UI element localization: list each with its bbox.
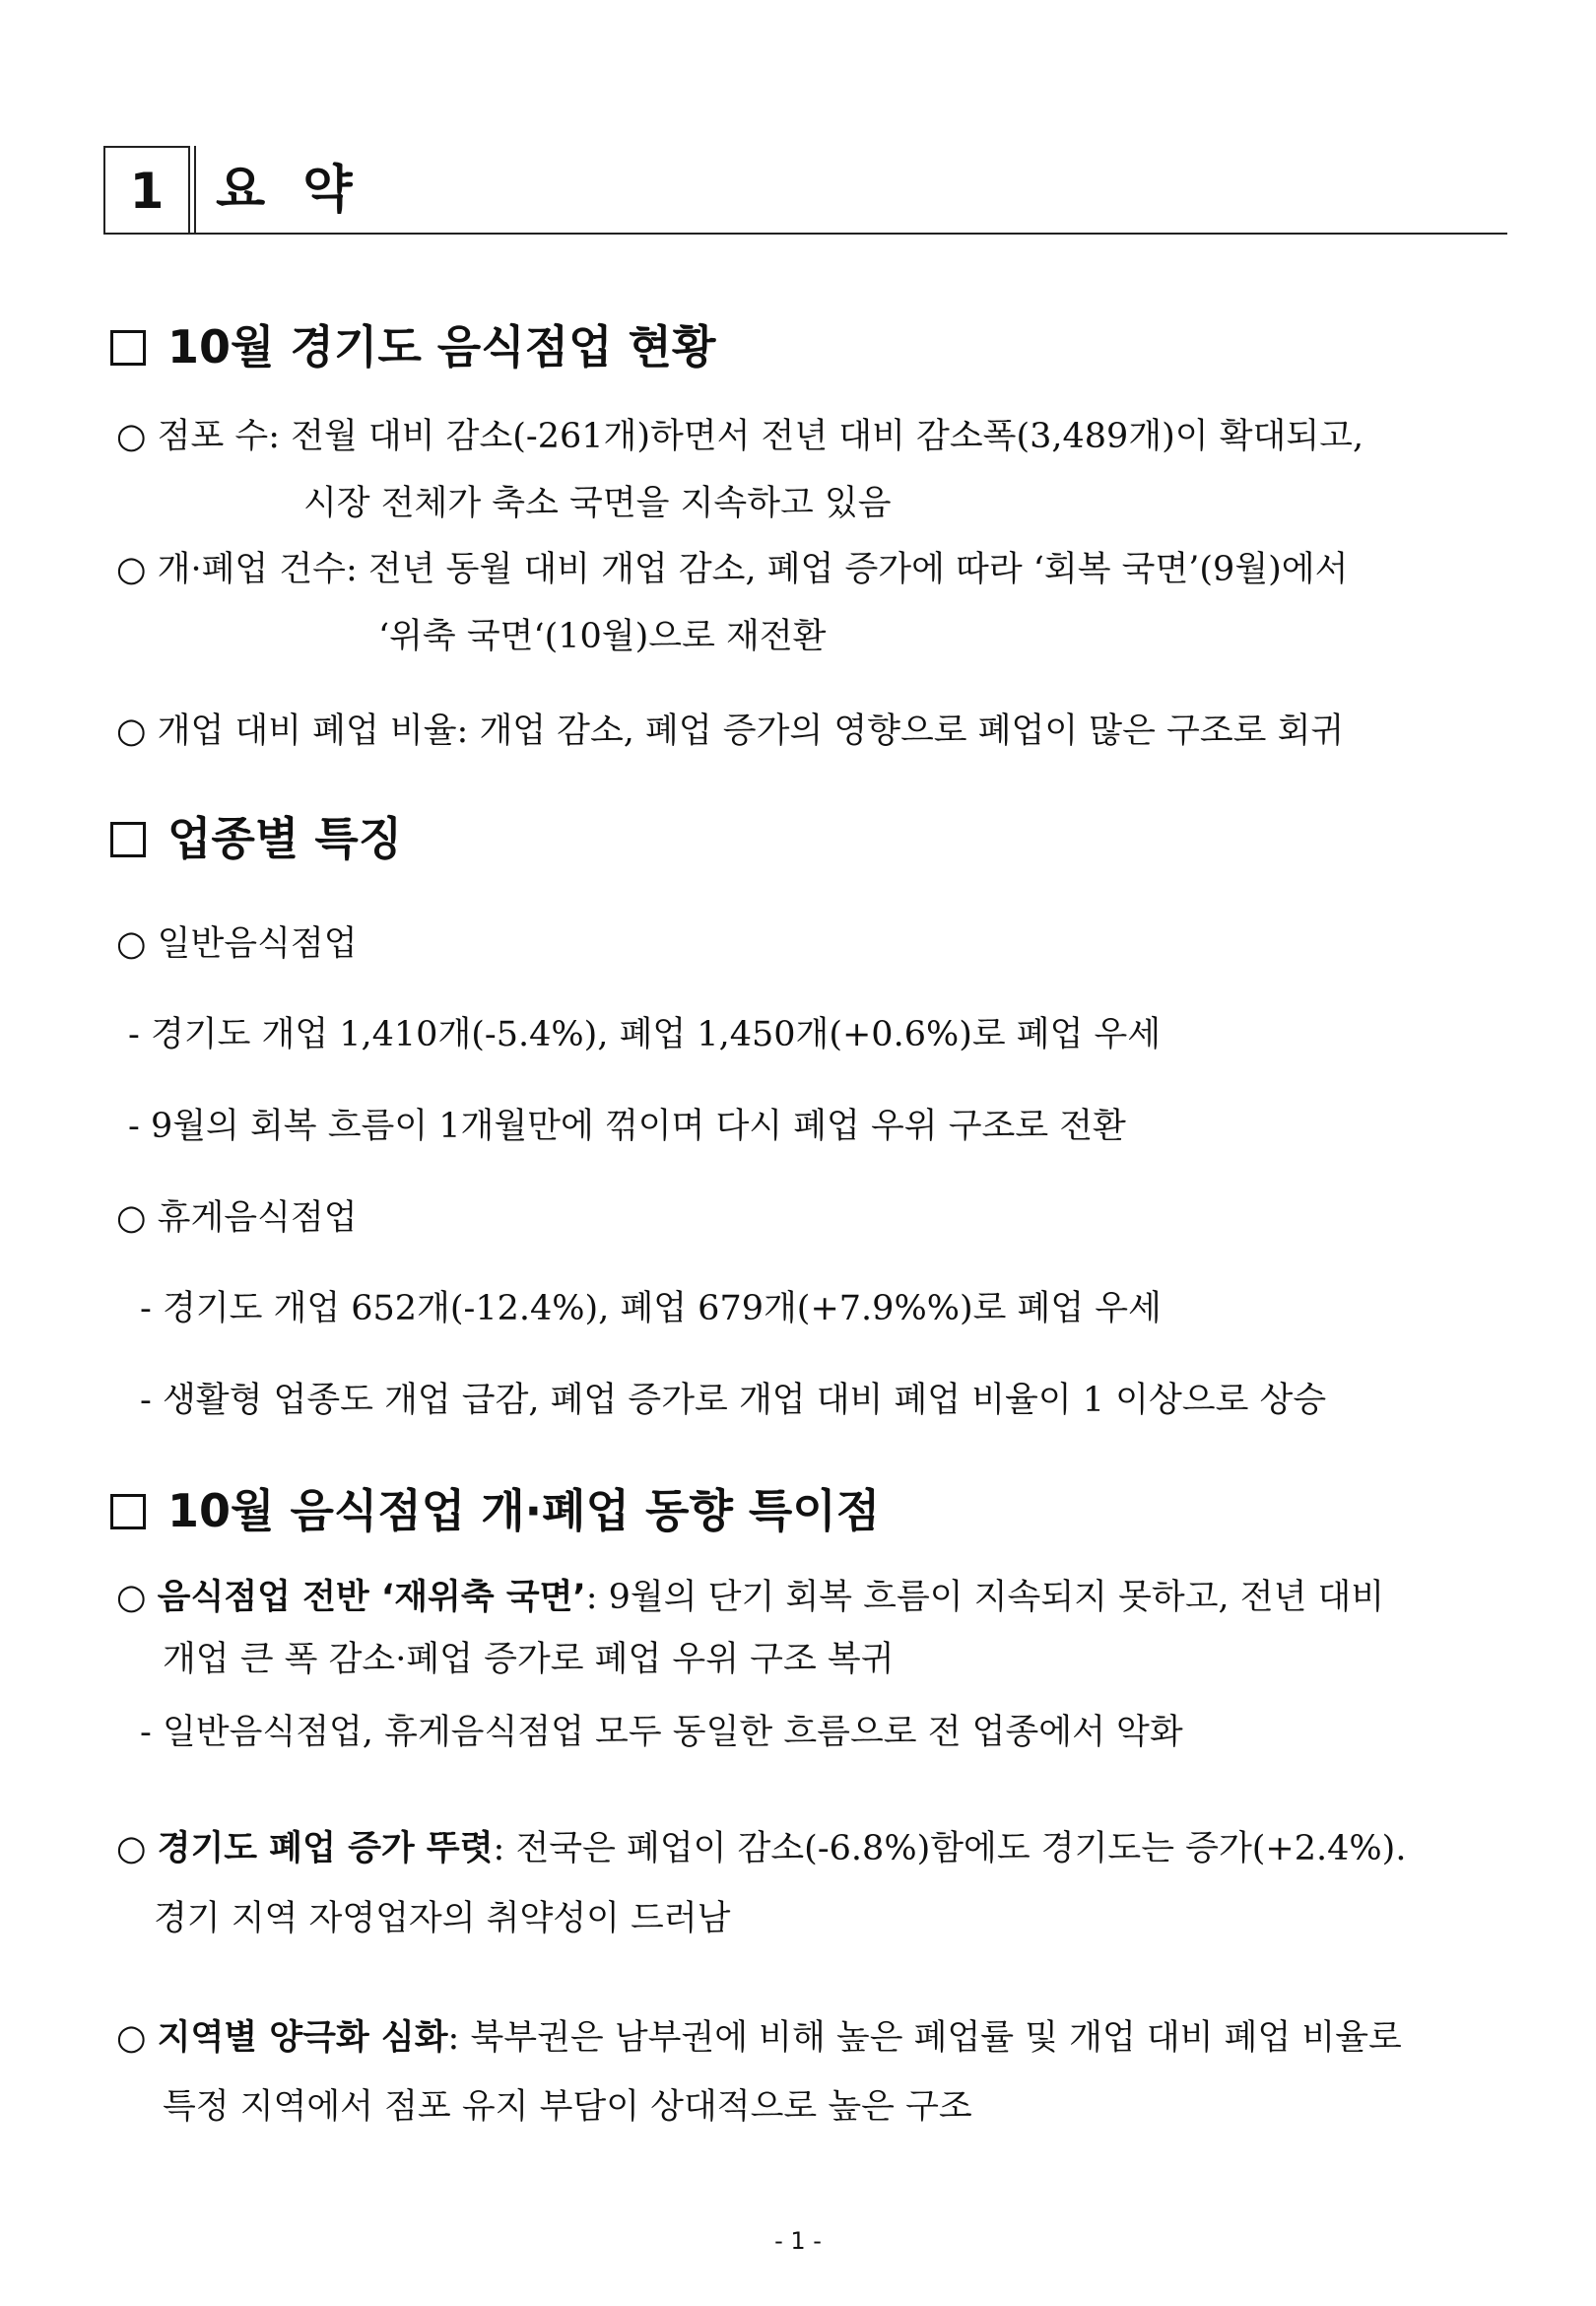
trend-point-1-line-2: 개업 큰 폭 감소·폐업 증가로 폐업 우위 구조 복귀 [163,1640,895,1679]
checkbox-square-icon [110,822,146,857]
subheading-industry [110,804,402,873]
industry-line-2: - 경기도 개업 1,410개(-5.4%), 폐업 1,450개(+0.6%)로 폐업 우세 [128,1015,1162,1054]
industry-line-6: - 생활형 업종도 개업 급감, 폐업 증가로 개업 대비 폐업 비율이 1 이상으로 상승 [140,1381,1327,1420]
trend-point-3-title: 지역별 양극화 심화 [157,2018,448,2058]
subheading-trends [110,1476,880,1545]
trend-point-2-line-2: 경기 지역 자영업자의 취약성이 드러남 [154,1899,731,1938]
section-underline [190,233,1507,235]
checkbox-square-icon [110,330,146,366]
industry-line-3: - 9월의 회복 흐름이 1개월만에 꺾이며 다시 폐업 우위 구조로 전환 [128,1107,1126,1146]
trend-point-3 [116,2013,1402,2063]
trend-point-1-text: : 9월의 단기 회복 흐름이 지속되지 못하고, 전년 대비 [585,1578,1385,1617]
section-divider [194,146,196,235]
bullet-circle: ○ [116,1578,158,1617]
trend-point-3-text: : 북부권은 남부권에 비해 높은 폐업률 및 개업 대비 폐업 비율로 [447,2018,1402,2058]
trend-point-1-subline: - 일반음식점업, 휴게음식점업 모두 동일한 흐름으로 전 업종에서 악화 [140,1713,1183,1752]
status-line-5: ○ 개업 대비 폐업 비율: 개업 감소, 폐업 증가의 영향으로 폐업이 많은 구조로 회귀 [116,712,1345,751]
trend-point-3-line-2: 특정 지역에서 점포 유지 부담이 상대적으로 높은 구조 [163,2087,972,2127]
status-line-1: ○ 점포 수: 전월 대비 감소(-261개)하면서 전년 대비 감소폭(3,489개)이 확대되고, [116,417,1364,456]
industry-line-5: - 경기도 개업 652개(-12.4%), 폐업 679개(+7.9%%)로 폐업 우세 [140,1289,1162,1328]
bullet-circle: ○ [116,1829,158,1868]
trend-point-2-text: : 전국은 폐업이 감소(-6.8%)함에도 경기도는 증가(+2.4%). [493,1829,1407,1868]
industry-line-4: ○ 휴게음식점업 [116,1198,358,1238]
trend-point-1 [116,1573,1384,1622]
trend-point-2-title: 경기도 폐업 증가 뚜렷 [157,1829,494,1868]
subheading-industry-text: 업종별 특징 [167,812,403,865]
checkbox-square-icon [110,1494,146,1529]
status-line-4: ‘위축 국면‘(10월)으로 재전환 [378,617,827,656]
status-line-2: 시장 전체가 축소 국면을 지속하고 있음 [303,484,892,523]
bullet-circle: ○ [116,2018,158,2058]
trend-point-1-title: 음식점업 전반 ‘재위축 국면’ [157,1578,586,1617]
subheading-status-text: 10월 경기도 음식점업 현황 [167,320,716,373]
subheading-trends-text: 10월 음식점업 개·폐업 동향 특이점 [167,1484,881,1537]
section-number: 1 [103,146,190,235]
industry-line-1: ○ 일반음식점업 [116,924,358,964]
status-line-3: ○ 개·폐업 건수: 전년 동월 대비 개업 감소, 폐업 증가에 따라 ‘회복 국면’(9월)에서 [116,550,1349,589]
section-header [103,146,1507,237]
section-title: 요 약 [216,161,363,220]
page-number: - 1 - [774,2227,822,2255]
trend-point-2 [116,1824,1406,1873]
subheading-status [110,312,715,381]
